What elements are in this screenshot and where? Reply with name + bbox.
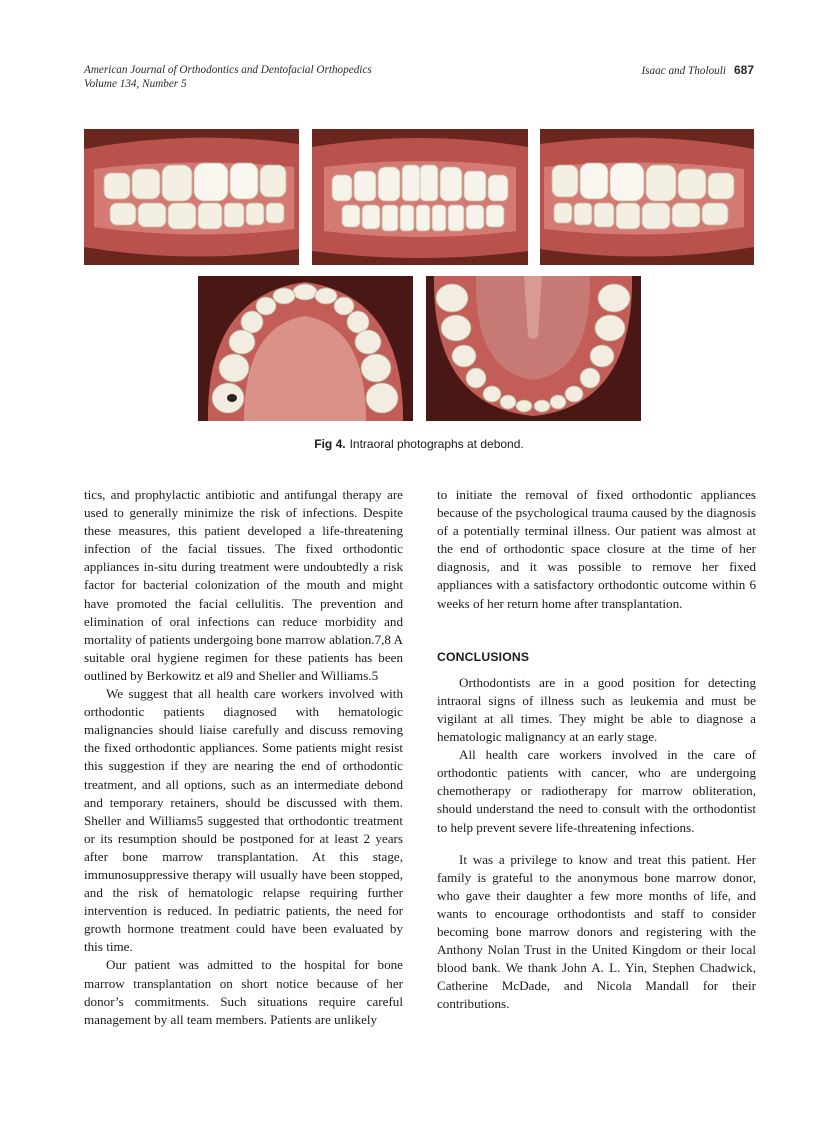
- intraoral-photo-upper-occlusal: [198, 276, 413, 421]
- intraoral-photo-lower-occlusal: [426, 276, 641, 421]
- running-header-right: [641, 63, 754, 77]
- left-paragraph-3: Our patient was admitted to the hospital for bone marrow transplantation on short notice because of her donor’s commitments. Such situations require careful management by all team members. Patients are unlikely: [84, 957, 403, 1027]
- right-column: [437, 486, 756, 1013]
- acknowledgments-paragraph: It was a privilege to know and treat this patient. Her family is grateful to the anonymous bone marrow donor, who gave their daughter a few more months of life, and wants to encourage orthodontists and staff to consider becoming bone marrow donors and registering with the Anthony Nolan Trust in the United Kingdom or their local blood bank. We thank John A. L. Yin, Stephen Chadwick, Catherine McDade, and Nicola Mandall for their contributions.: [437, 851, 756, 1012]
- running-header-left: [84, 63, 372, 91]
- acknowledgments-spacer: [437, 837, 756, 851]
- journal-volume: Volume 134, Number 5: [84, 78, 187, 90]
- running-authors: Isaac and Tholouli: [641, 65, 726, 77]
- right-paragraph-1: to initiate the removal of fixed orthodontic appliances because of the psychological trauma caused by the diagnosis of a potentially terminal illness. Our patient was almost at the end of orthodontic space closure at the time of her diagnosis, and it was possible to remove her fixed appliances with a satisfactory orthodontic outcome within 6 weeks of her return home after transplantation.: [437, 487, 756, 611]
- page-number: 687: [733, 63, 754, 77]
- journal-title: American Journal of Orthodontics and Dentofacial Orthopedics: [84, 64, 372, 76]
- figure-label: Fig 4.: [314, 437, 346, 451]
- figure-caption-text: Intraoral photographs at debond.: [349, 437, 524, 451]
- left-column: [84, 486, 403, 1029]
- intraoral-photo-right-buccal: [84, 129, 299, 265]
- intraoral-photo-left-buccal: [540, 129, 754, 265]
- conclusions-paragraph-1: Orthodontists are in a good position for detecting intraoral signs of illness such as leukemia and must be vigilant at all times. They might be able to diagnose a hematologic malignancy at an early stage.: [437, 674, 756, 745]
- section-heading-conclusions: CONCLUSIONS: [437, 649, 530, 664]
- conclusions-paragraph-2: All health care workers involved in the care of orthodontic patients with cancer, who are undergoing chemotherapy or radiotherapy for marrow obliteration, should understand the need to consult with the orthodontist to help prevent severe life-threatening infections.: [437, 747, 756, 835]
- figure-caption: [0, 437, 838, 451]
- intraoral-photo-frontal: [312, 129, 528, 265]
- left-paragraph-2: We suggest that all health care workers involved with orthodontic patients diagnosed with hematologic malignancies should liaise carefully and discuss removing the fixed orthodontic appliances. Some patients might resist this suggestion if they are nearing the end of orthodontic treatment, and all options, such as an intermediate debond and temporary retainers, should be discussed with them. Sheller and Williams5 suggested that orthodontic treatment or its resumption should be postponed for at least 2 years after bone marrow transplantation. At this stage, immunosuppressive therapy will usually have been stopped, and the risk of hematologic relapse requiring further intervention is reduced. In pediatric patients, the need for growth hormone treatment could have been evaluated by this time.: [84, 686, 403, 955]
- left-paragraph-1: tics, and prophylactic antibiotic and antifungal therapy are used to generally minimize the risk of infections. Despite these measures, this patient developed a life-threatening infection of the facial tissues. The fixed orthodontic appliances in-situ during treatment were undoubtedly a risk factor for bacterial colonization of the mouth and might have promoted the facial cellulitis. The prevention and elimination of oral infections can reduce morbidity and mortality of patients undergoing bone marrow ablation.7,8 A suitable oral hygiene regimen for these patients has been outlined by Berkowitz et al9 and Sheller and Williams.5: [84, 487, 403, 683]
